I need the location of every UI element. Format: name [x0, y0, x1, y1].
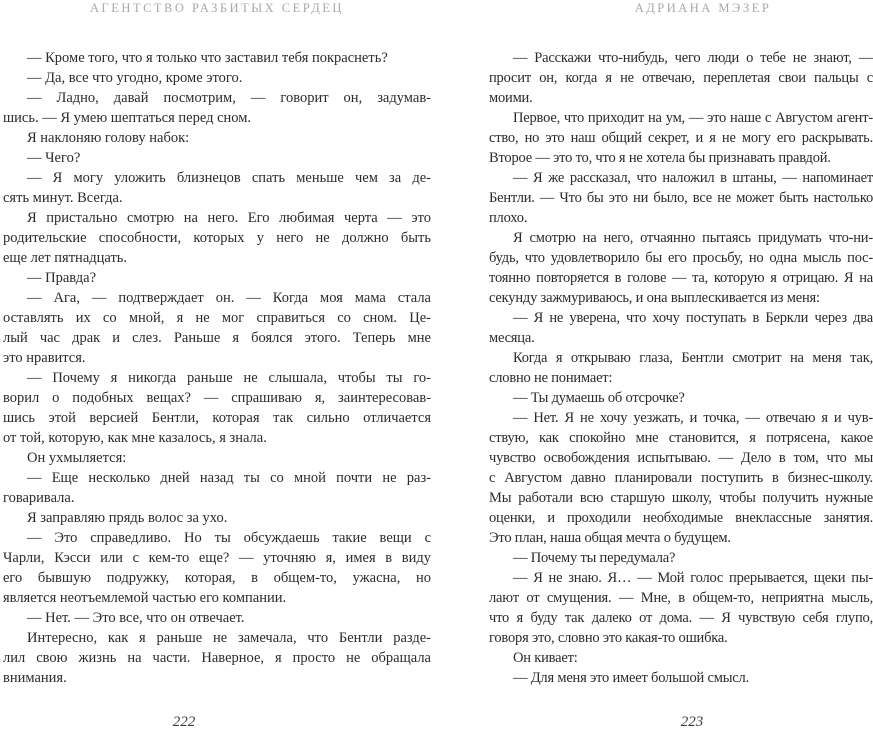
text-line: — Еще несколько дней назад ты со мной почти не раз-	[27, 470, 431, 486]
text-line: Я пристально смотрю на него. Его любимая черта — это	[27, 210, 431, 226]
text-line: — Я не уверена, что хочу поступать в Беркли через два	[513, 310, 873, 326]
text-line: сять минут. Всегда.	[3, 190, 123, 206]
text-line: — Ага, — подтверждает он. — Когда моя мама стала	[27, 290, 431, 306]
text-line: с Августом давно планировали поступить в бизнес-школу.	[489, 470, 873, 486]
text-line: тоянно повторяется в голове — та, которую я отрицаю. Я на	[489, 270, 873, 286]
text-line: Чарли, Кэсси или с кем-то еще? — уточняю я, имея в виду	[3, 550, 431, 566]
text-line: будь, что удовлетворило бы его просьбу, но одна мысль пос-	[489, 250, 873, 266]
text-line: — Я могу уложить близнецов спать меньше чем за де-	[27, 170, 431, 186]
text-line: говаривала.	[3, 490, 75, 506]
text-line: шись. — Я умею шептаться перед сном.	[3, 110, 252, 126]
text-line: является неотъемлемой частью его компании.	[3, 590, 287, 606]
text-line: — Это справедливо. Но ты обсуждаешь такие вещи с	[27, 530, 431, 546]
text-line: лают от смущения. — Мне, в общем-то, неприятна мысль,	[489, 590, 873, 606]
text-line: — Правда?	[27, 270, 97, 286]
text-line: Он кивает:	[513, 650, 578, 666]
left-running-header: АГЕНТСТВО РАЗБИТЫХ СЕРДЕЦ	[90, 1, 344, 15]
text-line: ство, но это наш общий секрет, и я не могу его раскрывать.	[489, 130, 873, 146]
right-page-number: 223	[680, 714, 704, 730]
text-line: шись этой версией Бентли, которая так сильно отличается	[3, 410, 431, 426]
text-line: лый час драк и слез. Раньше я боялся этого. Теперь мне	[3, 330, 431, 346]
text-line: — Почему я никогда раньше не слышала, чтобы ты го-	[27, 370, 431, 386]
right-running-header: АДРИАНА МЭЗЕР	[634, 1, 772, 15]
text-line: плохо.	[489, 210, 528, 226]
text-line: Я заправляю прядь волос за ухо.	[27, 510, 228, 526]
text-line: — Да, все что угодно, кроме этого.	[27, 70, 243, 86]
text-line: — Я не знаю. Я… — Мой голос прерывается, щеки пы-	[513, 570, 873, 586]
text-line: это нравится.	[3, 350, 86, 366]
text-line: — Расскажи что-нибудь, чего люди о тебе не знают, —	[513, 50, 873, 66]
text-line: что я буду так далеко от дома. — Я чувствую себя глупо,	[489, 610, 873, 626]
text-line: секунду зажмуриваюсь, и она выплескивается из меня:	[489, 290, 820, 306]
text-line: — Чего?	[27, 150, 81, 166]
text-line: еще лет пятнадцать.	[3, 250, 128, 266]
text-line: — Для меня это имеет большой смысл.	[513, 670, 749, 686]
text-line: от той, которую, как мне казалось, я знала.	[3, 430, 267, 446]
text-line: Мы работали всю старшую школу, чтобы получить нужные	[489, 490, 873, 506]
text-line: оценки, и проходили необходимые внеклассные занятия.	[489, 510, 873, 526]
text-line: — Ты думаешь об отсрочке?	[513, 390, 685, 406]
text-line: внимания.	[3, 670, 67, 686]
text-line: — Кроме того, что я только что заставил тебя покраснеть?	[27, 50, 388, 66]
text-line: его бывшую подружку, которая, в общем-то, ужасна, но	[3, 570, 431, 586]
text-line: говоря это, словно это какая-то ошибка.	[489, 630, 728, 646]
text-line: — Ладно, давай посмотрим, — говорит он, задумав-	[27, 90, 431, 106]
text-line: Он ухмыляется:	[27, 450, 127, 466]
text-line: Когда я открываю глаза, Бентли смотрит на меня так,	[513, 350, 873, 366]
text-line: Первое, что приходит на ум, — это наше с Августом агент-	[513, 110, 873, 126]
text-line: Я наклоняю голову набок:	[27, 130, 190, 146]
text-line: — Я же рассказал, что наложил в штаны, — напоминает	[513, 170, 873, 186]
page-left	[3, 0, 431, 737]
text-line: Бентли. — Что бы это ни было, все не может быть настолько	[489, 190, 873, 206]
text-line: родительские способности, которых у него не должно быть	[3, 230, 431, 246]
text-line: Это план, наша общая мечта о будущем.	[489, 530, 731, 546]
text-line: ствую, как спокойно мне становится, я потрясена, какое	[489, 430, 873, 446]
right-page-body	[489, 48, 873, 688]
text-line: просит он, когда я не отвечаю, переплетая свои пальцы с	[489, 70, 873, 86]
text-line: — Почему ты передумала?	[513, 550, 676, 566]
text-line: Я смотрю на него, отчаянно пытаясь придумать что-ни-	[513, 230, 873, 246]
text-line: чувство освобождения испытываю. — Дело в том, что мы	[489, 450, 873, 466]
text-line: — Нет. — Это все, что он отвечает.	[27, 610, 245, 626]
page-right	[489, 0, 873, 737]
text-line: оставлять их со мной, я не мог справиться со сном. Це-	[3, 310, 431, 326]
left-page-body	[3, 48, 431, 688]
text-line: моими.	[489, 90, 533, 106]
text-line: месяца.	[489, 330, 535, 346]
text-line: Второе — это то, что я не хотела бы признавать правдой.	[489, 150, 831, 166]
left-page-number: 222	[172, 714, 196, 730]
text-line: словно не понимает:	[489, 370, 613, 386]
text-line: ворил о подобных вещах? — спрашиваю я, заинтересовав-	[3, 390, 431, 406]
text-line: — Нет. Я не хочу уезжать, и точка, — отвечаю я и чув-	[513, 410, 873, 426]
text-line: Интересно, как я раньше не замечала, что Бентли разде-	[27, 630, 431, 646]
text-line: лил свою жизнь на части. Наверное, я просто не обращала	[3, 650, 431, 666]
